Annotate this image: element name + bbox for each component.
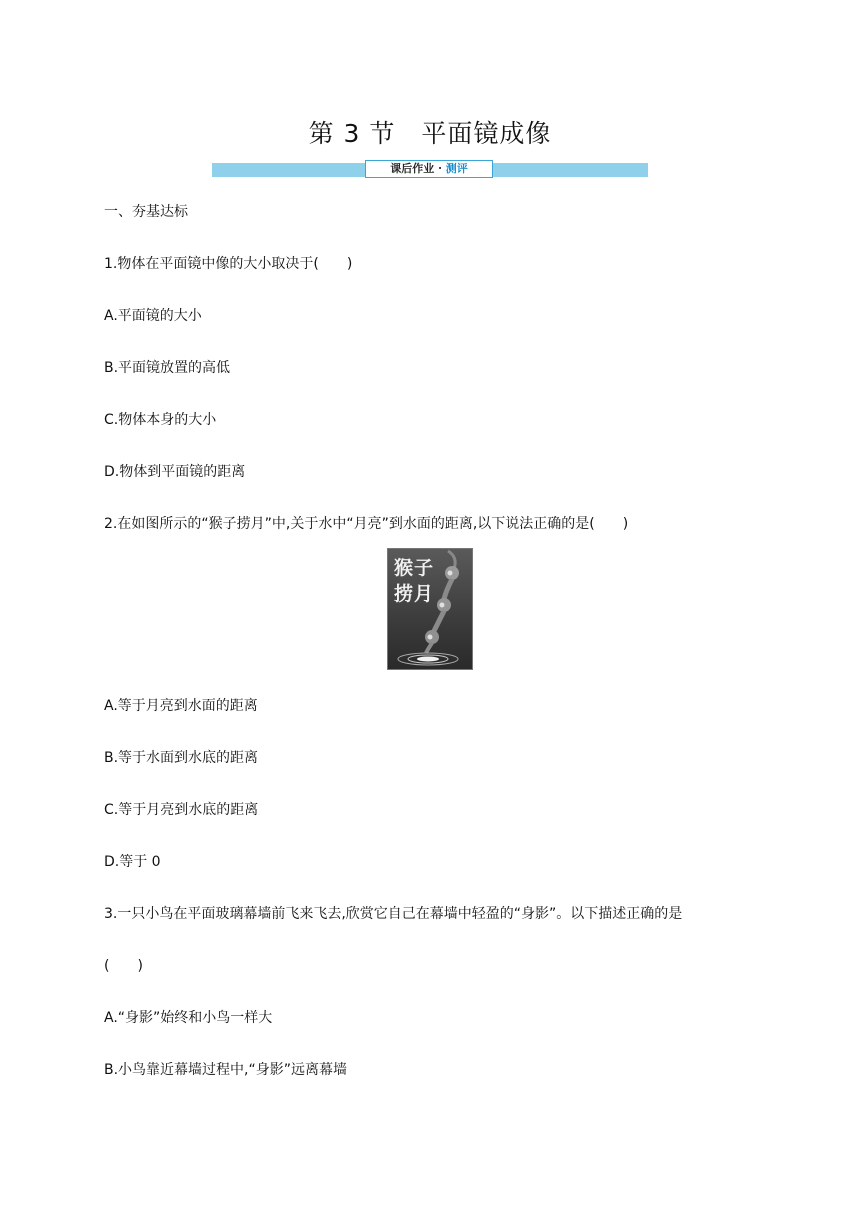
question-3-option-a: A.“身影”始终和小鸟一样大: [104, 1010, 273, 1026]
banner-main-text: 课后作业 ·: [390, 162, 446, 175]
question-1-option-a: A.平面镜的大小: [104, 308, 202, 324]
question-3-option-b: B.小鸟靠近幕墙过程中,“身影”远离幕墙: [104, 1062, 348, 1078]
question-1-option-d: D.物体到平面镜的距离: [104, 464, 246, 480]
section-banner: [212, 163, 648, 177]
page-title: 第 3 节 平面镜成像: [308, 119, 552, 148]
banner-label: [365, 160, 493, 178]
question-1-option-c: C.物体本身的大小: [104, 412, 217, 428]
question-2-option-b: B.等于水面到水底的距离: [104, 750, 259, 766]
question-3-stem: 3.一只小鸟在平面玻璃幕墙前飞来飞去,欣赏它自己在幕墙中轻盈的“身影”。以下描述正确的是: [104, 906, 683, 922]
question-2-stem: 2.在如图所示的“猴子捞月”中,关于水中“月亮”到水面的距离,以下说法正确的是( ): [104, 516, 629, 532]
question-1-stem: 1.物体在平面镜中像的大小取决于( ): [104, 256, 353, 272]
question-2-option-c: C.等于月亮到水底的距离: [104, 802, 259, 818]
monkey-moon-figure: [387, 548, 473, 670]
question-3-stem-cont: ( ): [104, 958, 143, 974]
banner-accent-text: 测评: [445, 162, 468, 175]
monkey-chain-illustration: [388, 549, 473, 670]
question-2-option-a: A.等于月亮到水面的距离: [104, 698, 258, 714]
figure-caption-line-1: 猴子: [394, 557, 435, 579]
section-heading: 一、夯基达标: [104, 204, 188, 220]
question-1-option-b: B.平面镜放置的高低: [104, 360, 231, 376]
question-2-option-d: D.等于 0: [104, 854, 161, 870]
figure-caption-line-2: 捞月: [394, 583, 435, 605]
